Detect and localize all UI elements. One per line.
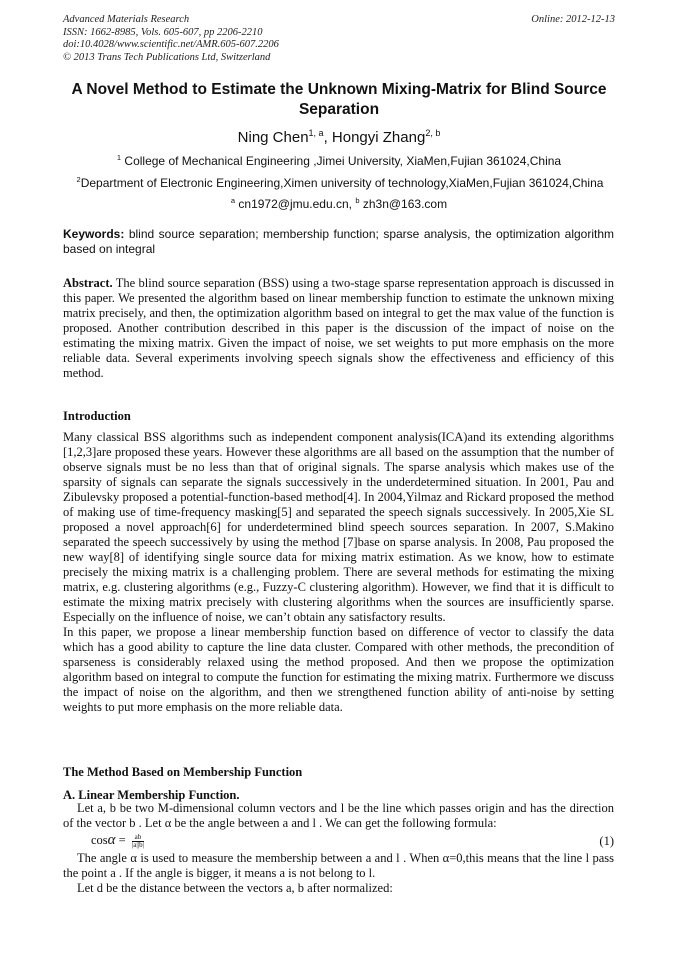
journal-doi: doi:10.4028/www.scientific.net/AMR.605-607.2206 xyxy=(63,39,279,50)
paragraph: Let a, b be two M-dimensional column vectors and l be the line which passes origin and has the direction of the vector b . Let α be the angle between a and l . We can get the following formula: xyxy=(63,801,614,830)
online-date: Online: 2012-12-13 xyxy=(531,14,615,25)
equation-expression xyxy=(91,832,144,849)
fraction-numerator: ab xyxy=(132,834,144,842)
equation-equals: = xyxy=(115,833,129,847)
fraction-denominator: |a||b| xyxy=(131,840,145,849)
affiliation-text: College of Mechanical Engineering ,Jimei University, XiaMen,Fujian 361024,China xyxy=(121,154,562,168)
affiliation-text: Department of Electronic Engineering,Ximen university of technology,XiaMen,Fujian 361024,China xyxy=(80,176,604,190)
paper-title xyxy=(60,80,618,120)
abstract xyxy=(63,276,614,381)
email-text: cn1972@jmu.edu.cn, xyxy=(235,197,356,211)
author-name: Hongyi Zhang xyxy=(331,129,426,146)
keywords-text: blind source separation; membership function; sparse analysis, the optimization algorithm based on integral xyxy=(63,227,614,256)
subsection-heading: A. Linear Membership Function. xyxy=(63,788,240,802)
keywords-label: Keywords: xyxy=(63,227,125,241)
author-separator: , xyxy=(323,129,332,146)
paragraph: Let d be the distance between the vectors a, b after normalized: xyxy=(77,881,393,895)
equation-fraction xyxy=(132,834,144,849)
email-mark: a xyxy=(230,196,236,205)
author-name: Ning Chen xyxy=(237,129,309,146)
equation-cos: cos xyxy=(91,833,108,847)
paragraph: In this paper, we propose a linear membership function based on difference of vector to classify the data which has a good ability to capture the line data cluster. Compared with other methods, the precondition of sparseness is considerably relaxed using the method proposed. And then we propose the optimization algorithm based on integral to compute the function for estimating the mixing matrix. Furthermore we discuss the impact of noise on the algorithm, and then we strengthened function ability of anti-noise by setting weights to put more emphasis on the more reliable data. xyxy=(63,625,614,714)
paper-title-line2: Separation xyxy=(298,101,380,118)
journal-name: Advanced Materials Research xyxy=(63,14,190,25)
method-continuation xyxy=(63,851,614,896)
author-emails xyxy=(60,193,618,212)
paper-title-line1: A Novel Method to Estimate the Unknown Mixing-Matrix for Blind Source xyxy=(71,81,607,98)
journal-copyright: © 2013 Trans Tech Publications Ltd, Switzerland xyxy=(63,51,271,63)
affiliation-1 xyxy=(60,150,618,169)
abstract-text: The blind source separation (BSS) using a two-stage sparse representation approach is discussed in this paper. We presented the algorithm based on linear membership function to estimate the unknown mixing matrix precisely, and then, the optimization algorithm based on integral to get the max value of the function is proposed. Another contribution described in this paper is the discussion of the impact of noise on the estimating the mixing matrix. Given the impact of noise, we set weights to put more emphasis on the more reliable data. Several experiments involving speech signals show the effectiveness and efficiency of this method. xyxy=(63,276,614,380)
equation-number: (1) xyxy=(599,834,614,848)
equation-1 xyxy=(63,832,614,850)
keywords xyxy=(63,227,614,256)
section-heading-method: The Method Based on Membership Function xyxy=(63,765,303,779)
author-affiliation-mark: 1, a xyxy=(308,128,324,138)
paragraph: Many classical BSS algorithms such as independent component analysis(ICA)and its extending algorithms [1,2,3]are proposed these years. However these algorithms are all based on the assumption that the number of observe signals must be no less than that of original signals. The sparse analysis which makes use of the sparsity of signals can separate the signals successively in the underdetermined situation. In 2001, Pau and Zibulevsky proposed a potential-function-based method[4]. In 2004,Yilmaz and Rickard proposed the method of making use of time-frequency masking[5] and separated the speech signals successively. In 2005,Xie SL proposed a novel approach[6] for underdetermined blind speech sources separation. In 2007, S.Makino separated the speech successively by using the method [7]base on sparse analysis. In 2008, Pau proposed the new way[8] of identifying single source data for mixing matrix estimation. As we know, how to estimate precisely the mixing matrix is a challenging problem. There are several methods for estimating the mixing matrix, e.g. clustering algorithms (e.g., Fuzzy-C clustering algorithm). However, we find that it is difficult to estimate the mixing matrix precisely with clustering algorithms when the sources are insufficiently sparse. Especially on the influence of noise, we can’t obtain any satisfactory results. xyxy=(63,430,614,624)
abstract-label: Abstract. xyxy=(63,276,113,290)
affiliation-2 xyxy=(62,172,618,191)
author-list xyxy=(60,124,618,147)
affiliation-mark: 1 xyxy=(116,153,122,162)
paragraph: The angle α is used to measure the membership between a and l . When α=0,this means that the line l pass the point a . If the angle is bigger, it means a is not belong to l. xyxy=(63,851,614,880)
journal-header xyxy=(63,14,279,64)
introduction-body xyxy=(63,430,614,715)
email-mark: b xyxy=(355,196,360,205)
author-affiliation-mark: 2, b xyxy=(425,128,441,138)
email-text: zh3n@163.com xyxy=(359,197,448,211)
journal-issn: ISSN: 1662-8985, Vols. 605-607, pp 2206-2210 xyxy=(63,26,263,38)
section-heading-introduction: Introduction xyxy=(63,409,131,423)
affiliation-mark: 2 xyxy=(76,175,81,184)
equation-alpha: α xyxy=(107,832,116,848)
